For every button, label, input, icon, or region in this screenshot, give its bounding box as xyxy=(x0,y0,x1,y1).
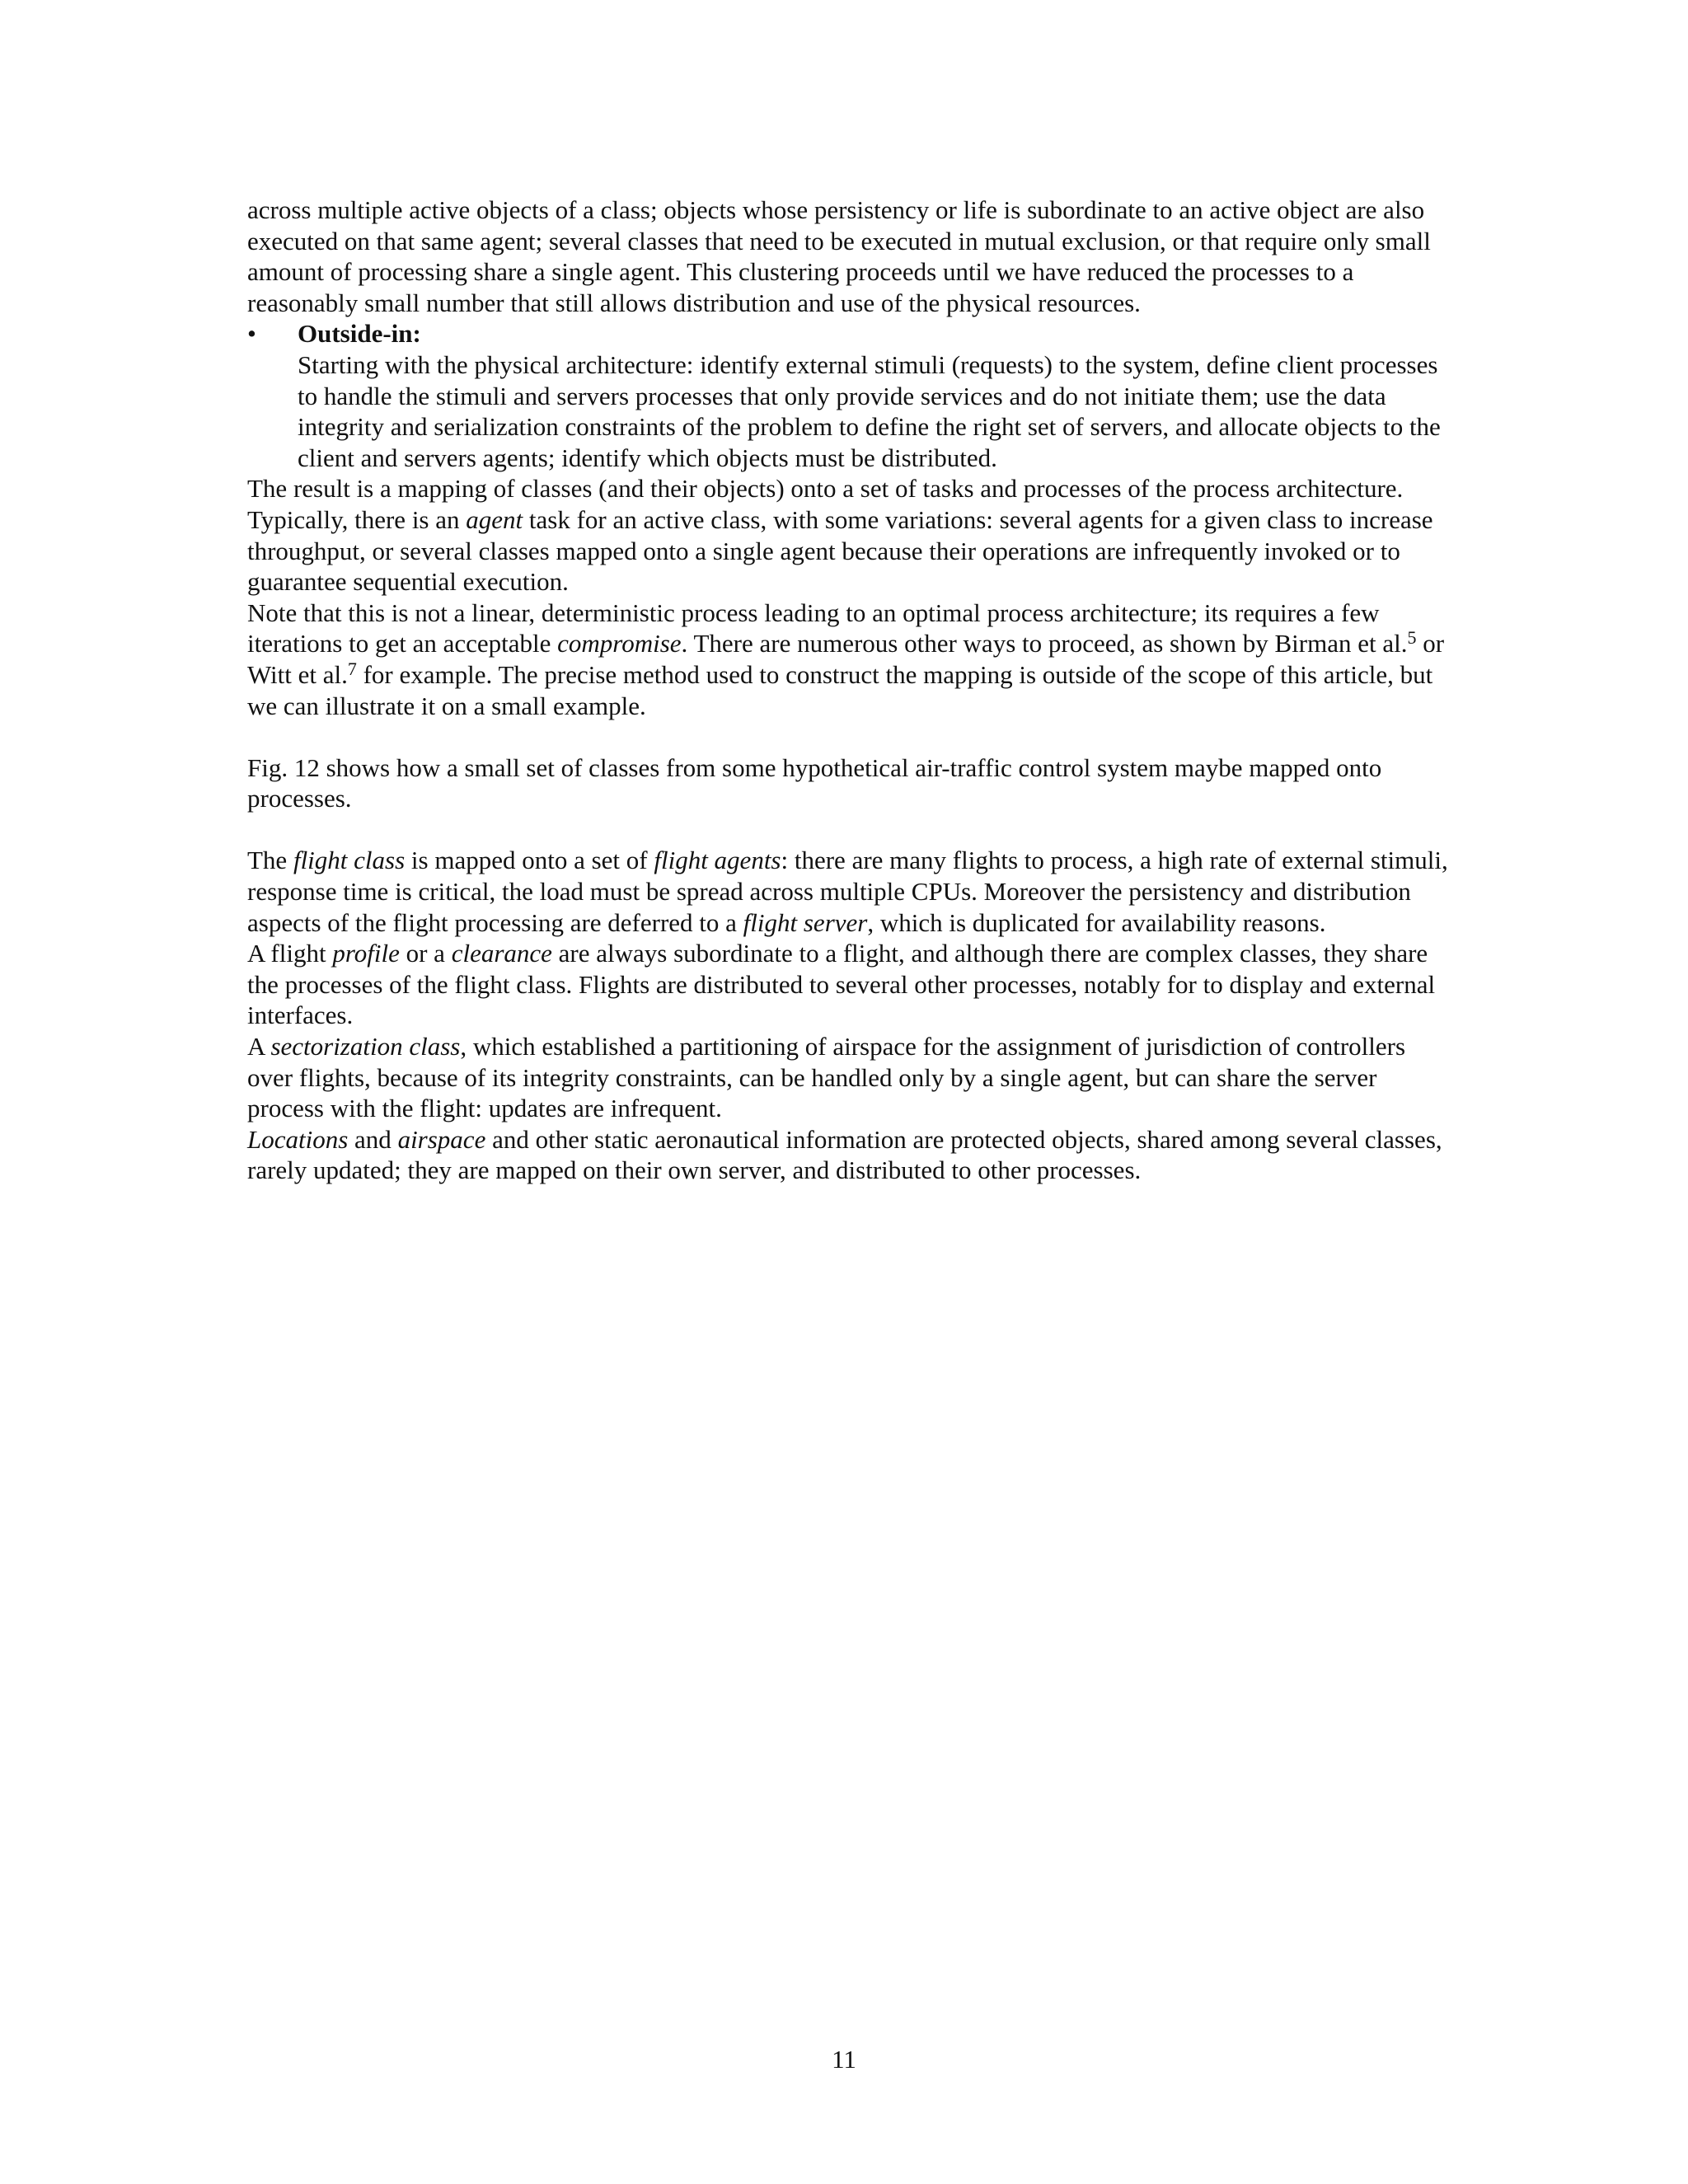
page-number: 11 xyxy=(832,2045,856,2074)
note-text-end: for example. The precise method used to construct the mapping is outside of the scope of this article, but we can illustrate it on a small example. xyxy=(247,659,1433,720)
outside-in-heading: Outside-in: xyxy=(298,319,421,349)
agent-term: agent xyxy=(466,504,523,534)
sectorization-paragraph xyxy=(247,1031,1451,1124)
result-paragraph xyxy=(247,473,1451,597)
flight-text-3: : there are many flights to process, a high rate of external stimuli, response time is critical, the load must be spread across multiple CPUs. Moreover the persistency and distribution aspects of the flight processing are deferred to a xyxy=(247,846,1448,937)
bullet-marker: • xyxy=(247,319,256,349)
locations-airspace-paragraph xyxy=(247,1124,1451,1186)
clustering-continuation-paragraph: across multiple active objects of a class; objects whose persistency or life is subordinate to an active object are also executed on that same agent; several classes that need to be executed in mutual exclusion, or that require only small amount of processing share a single agent. This clustering proceeds until we have reduced the processes to a reasonably small number that still allows distribution and use of the physical resources. xyxy=(247,195,1431,317)
locations-text-2: and other static aeronautical information are protected objects, shared among several classes, rarely updated; they are mapped on their own server, and distributed to other processes. xyxy=(247,1124,1442,1185)
profile-clearance-paragraph xyxy=(247,938,1451,1031)
page-body xyxy=(247,194,1451,1186)
note-paragraph xyxy=(247,598,1451,721)
flight-agents-term: flight agents xyxy=(654,846,781,875)
profile-text-1: A flight xyxy=(247,939,333,968)
note-text-middle: . There are numerous other ways to proceed, as shown by Birman et al. xyxy=(681,629,1408,658)
outside-in-text: Starting with the physical architecture: identify external stimuli (requests) to the system, define client processes to handle the stimuli and servers processes that only provide services and do not initiate them; use the data integrity and serialization constraints of the problem to define the right set of servers, and allocate objects to the client and servers agents; identify which objects must be distributed. xyxy=(298,349,1441,472)
paragraph-spacer xyxy=(247,814,1451,846)
flight-server-term: flight server xyxy=(743,907,868,937)
locations-term: Locations xyxy=(247,1124,349,1154)
paragraph-spacer xyxy=(247,721,1451,752)
flight-text-4: , which is duplicated for availability reasons. xyxy=(867,907,1326,937)
compromise-term: compromise xyxy=(557,629,682,658)
note-text-witt: or Witt et al. xyxy=(247,629,1445,689)
clearance-term: clearance xyxy=(451,939,552,968)
birman-reference: 5 xyxy=(1407,627,1417,649)
fig-12-paragraph: Fig. 12 shows how a small set of classes from some hypothetical air-traffic control system maybe mapped onto processes. xyxy=(247,752,1382,813)
profile-text-3: are always subordinate to a flight, and although there are complex classes, they share the processes of the flight class. Flights are distributed to several other processes, notably for to display and external interfaces. xyxy=(247,939,1436,1030)
flight-class-paragraph xyxy=(247,845,1451,938)
witt-reference: 7 xyxy=(347,658,357,679)
profile-term: profile xyxy=(332,939,400,968)
sectorization-text-2: , which established a partitioning of airspace for the assignment of jurisdiction of controllers over flights, because of its integrity constraints, can be handled only by a single agent, but can share the server process with the flight: updates are infrequent. xyxy=(247,1032,1406,1123)
result-text-end: task for an active class, with some variations: several agents for a given class to increase throughput, or several classes mapped onto a single agent because their operations are infrequently invoked or to guarantee sequential execution. xyxy=(247,504,1433,597)
sectorization-text-1: A xyxy=(247,1032,271,1062)
airspace-term: airspace xyxy=(397,1124,486,1154)
outside-in-list-item xyxy=(247,318,1451,473)
note-text-start: Note that this is not a linear, deterministic process leading to an optimal process architecture; its requires a few iterations to get an acceptable xyxy=(247,598,1380,658)
sectorization-class-term: sectorization class xyxy=(270,1032,461,1062)
flight-text-1: The xyxy=(247,846,293,875)
flight-class-term: flight class xyxy=(293,846,406,875)
profile-text-2: or a xyxy=(399,939,452,968)
locations-text-1: and xyxy=(348,1124,398,1154)
result-text-start: The result is a mapping of classes (and their objects) onto a set of tasks and processes of the process architecture. Typically, there is an xyxy=(247,474,1404,534)
flight-text-2: is mapped onto a set of xyxy=(405,846,654,875)
